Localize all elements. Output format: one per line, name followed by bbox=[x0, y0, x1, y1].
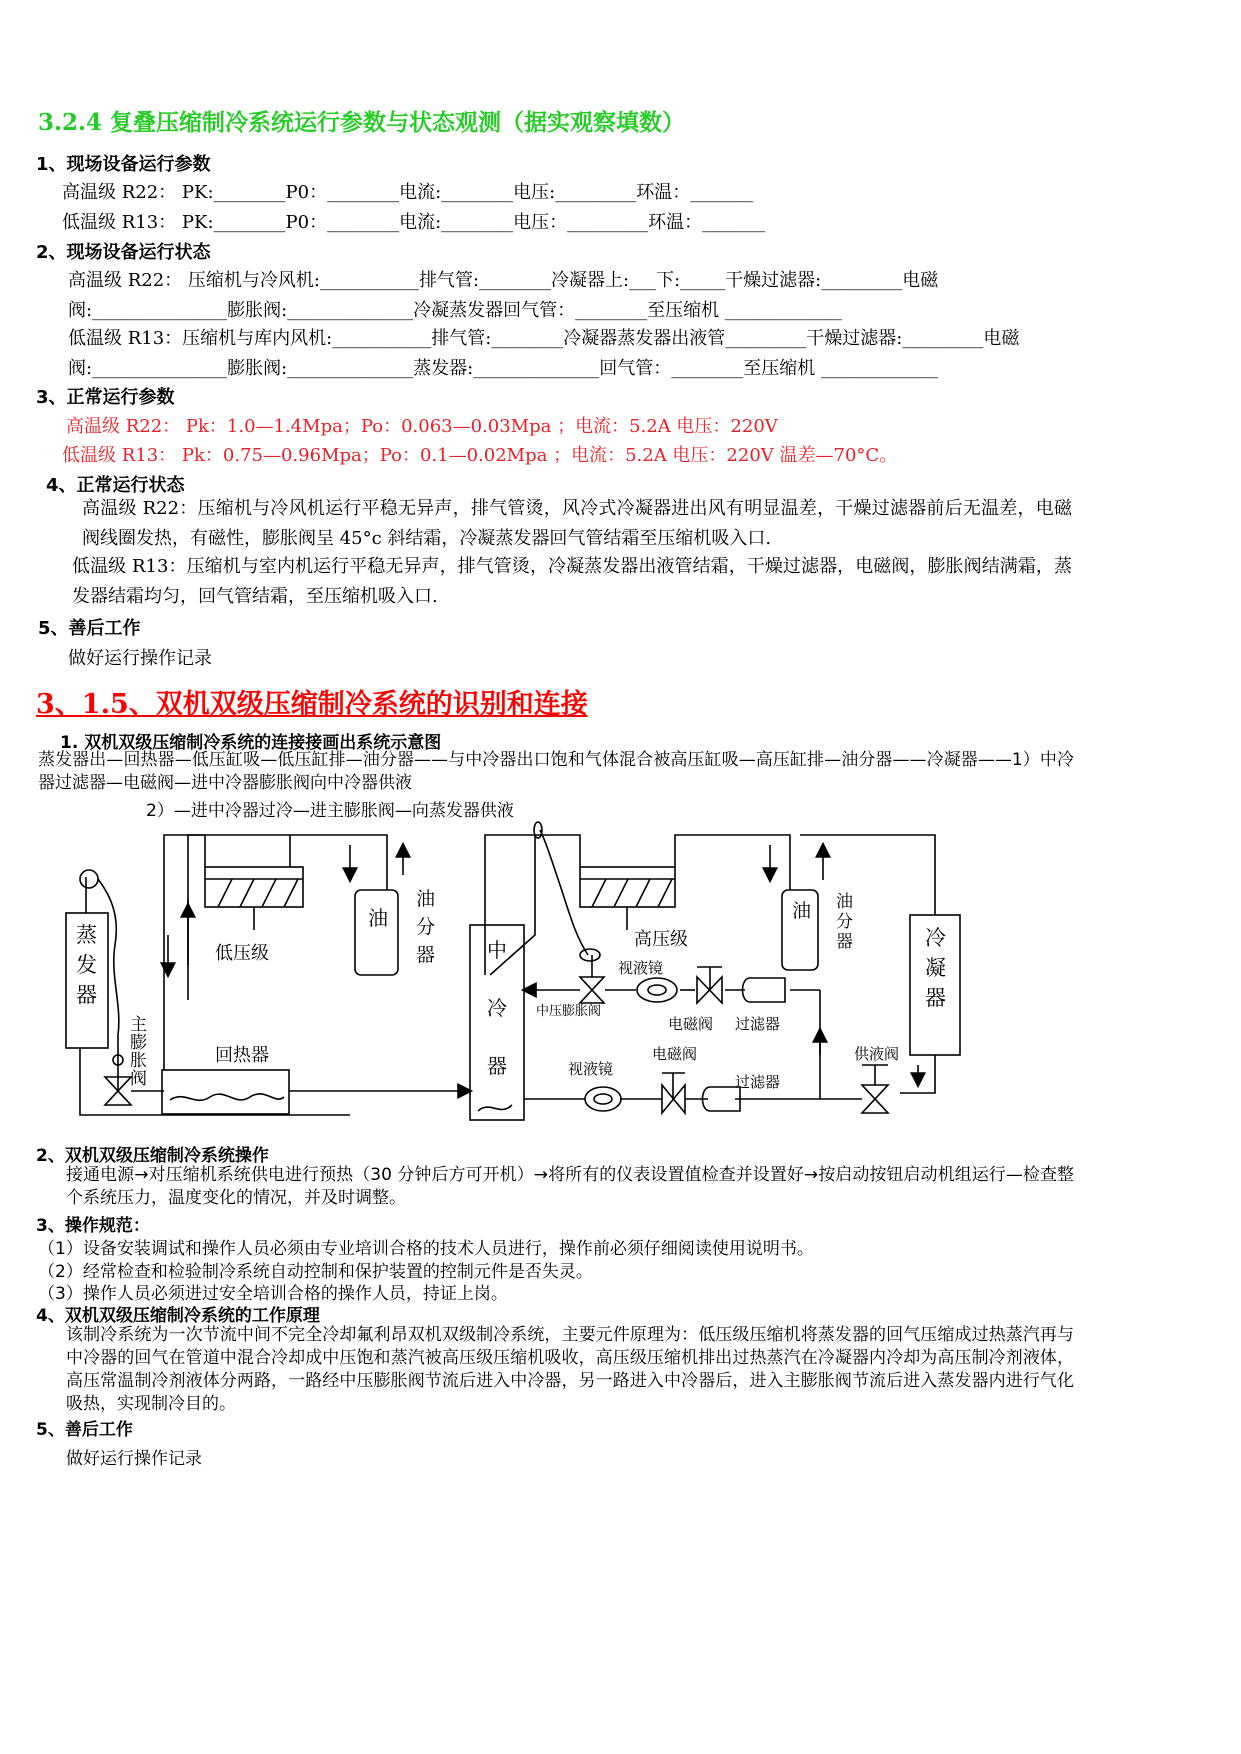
rule-3: （3）操作人员必须进过安全培训合格的操作人员，持证上岗。 bbox=[38, 1284, 508, 1304]
condenser-label-3: 器 bbox=[925, 986, 946, 1010]
item-5-title: 5、善后工作 bbox=[38, 618, 141, 639]
s315-item-5-text: 做好运行操作记录 bbox=[66, 1449, 202, 1469]
state-line-1: 高温级 R22： 压缩机与冷风机:___________排气管:________冷凝器上:___下:_____干燥过滤器:_________电磁 bbox=[68, 270, 939, 291]
supply-valve-label: 供液阀 bbox=[854, 1045, 900, 1063]
main-valve-label-3: 胀 bbox=[130, 1051, 147, 1071]
flow-text-2: 2）—进中冷器过冷—进主膨胀阀—向蒸发器供液 bbox=[146, 801, 514, 821]
oil-sep-right-3: 器 bbox=[836, 932, 853, 952]
item-4-title: 4、正常运行状态 bbox=[46, 475, 185, 496]
rule-2: （2）经常检查和检验制冷系统自动控制和保护装置的控制元件是否失灵。 bbox=[38, 1262, 593, 1282]
item-2-title: 2、现场设备运行状态 bbox=[36, 242, 211, 263]
operation-text: 接通电源→对压缩机系统供电进行预热（30 分钟后方可开机）→将所有的仪表设置值检查并设置好→按启动按钮启动机组运行—检查整个系统压力，温度变化的情况，并及时调整。 bbox=[66, 1165, 1074, 1208]
high-stage-label: 高压级 bbox=[634, 929, 688, 950]
regenerator-label: 回热器 bbox=[215, 1045, 269, 1066]
item-1-title: 1、现场设备运行参数 bbox=[36, 154, 211, 175]
r22-params-line: 高温级 R22： PK:________P0：________电流:________电压:_________环温：_______ bbox=[62, 182, 754, 203]
normal-params-r13: 低温级 R13： Pk：0.75—0.96Mpa；Po：0.1—0.02Mpa ；电流：5.2A 电压：220V 温差—70°C。 bbox=[62, 445, 898, 466]
sight-glass-label: 视液镜 bbox=[618, 959, 664, 977]
main-valve-label-4: 阀 bbox=[130, 1069, 147, 1089]
item-5-text: 做好运行操作记录 bbox=[68, 648, 212, 669]
state-line-2: 阀:_______________膨胀阀:______________冷凝蒸发器回气管：________至压缩机 _____________ bbox=[68, 300, 842, 321]
oil-sep-right-2: 分 bbox=[836, 912, 853, 932]
normal-state-r13: 低温级 R13：压缩机与室内机运行平稳无异声，排气管烫，冷凝蒸发器出液管结霜，干燥过滤器，电磁阀，膨胀阀结满霜，蒸发器结霜均匀，回气管结霜，至压缩机吸入口. bbox=[72, 556, 1072, 607]
intercooler-label-2: 冷 bbox=[487, 996, 507, 1020]
s315-item-5-title: 5、善后工作 bbox=[36, 1420, 133, 1440]
state-line-3: 低温级 R13：压缩机与库内风机:___________排气管:________冷凝器蒸发器出液管_________干燥过滤器:_________电磁 bbox=[68, 328, 1020, 349]
filter-label: 过滤器 bbox=[735, 1015, 781, 1033]
oil-left-label: 油 bbox=[368, 906, 388, 930]
oil-sep-right-1: 油 bbox=[836, 892, 853, 912]
s315-item-3-title: 3、操作规范： bbox=[36, 1216, 150, 1236]
evaporator-label-1: 蒸 bbox=[76, 923, 97, 947]
normal-state-r22: 高温级 R22：压缩机与冷风机运行平稳无异声，排气管烫，风冷式冷凝器进出风有明显温差，干燥过滤器前后无温差，电磁阀线圈发热，有磁性，膨胀阀呈 45°c 斜结霜，冷凝蒸发器回气管结霜至压缩机吸入口. bbox=[82, 498, 1072, 549]
normal-params-r22: 高温级 R22： Pk：1.0—1.4Mpa；Po：0.063—0.03Mpa ；电流：5.2A 电压：220V bbox=[66, 416, 778, 437]
condenser-label-1: 冷 bbox=[925, 926, 946, 950]
system-diagram bbox=[0, 815, 1000, 1125]
item-3-title: 3、正常运行参数 bbox=[36, 387, 175, 408]
oil-sep-left-1: 油 bbox=[416, 888, 436, 910]
solenoid-label: 电磁阀 bbox=[668, 1015, 714, 1033]
main-valve-label-1: 主 bbox=[130, 1015, 147, 1035]
filter2-label: 过滤器 bbox=[735, 1073, 781, 1091]
oil-sep-left-2: 分 bbox=[416, 916, 436, 938]
s315-item-2-title: 2、双机双级压缩制冷系统操作 bbox=[36, 1146, 269, 1166]
state-line-4: 阀:_______________膨胀阀:______________蒸发器:______________回气管：________至压缩机 _____________ bbox=[68, 358, 938, 379]
principle-text: 该制冷系统为一次节流中间不完全冷却氟利昂双机双级制冷系统，主要元件原理为：低压级压缩机将蒸发器的回气压缩成过热蒸汽再与中冷器的回气在管道中混合冷却成中压饱和蒸汽被高压级压缩机吸收，高压级压缩机排出过热蒸汽在冷凝器内冷却为高压制冷剂液体，高压常温制冷剂液体分两路，一路经中压膨胀阀节流后进入中冷器，另一路进入中冷器后，进入主膨胀阀节流后进入蒸发器内进行气化吸热，实现制冷目的。 bbox=[66, 1325, 1074, 1414]
low-stage-label: 低压级 bbox=[215, 943, 269, 964]
solenoid2-label: 电磁阀 bbox=[652, 1045, 698, 1063]
r13-params-line: 低温级 R13： PK:________P0：________电流:________电压：_________环温：_______ bbox=[62, 212, 766, 233]
section-title-315: 3、1.5、双机双级压缩制冷系统的识别和连接 bbox=[36, 689, 588, 720]
oil-right-label: 油 bbox=[792, 900, 812, 922]
condenser-label-2: 凝 bbox=[925, 956, 946, 980]
s315-item-4-title: 4、双机双级压缩制冷系统的工作原理 bbox=[36, 1306, 320, 1326]
flow-text: 蒸发器出—回热器—低压缸吸—低压缸排—油分器——与中冷器出口饱和气体混合被高压缸吸—高压缸排—油分器——冷凝器——1）中冷器过滤器—电磁阀—进中冷器膨胀阀向中冷器供液 bbox=[38, 750, 1074, 793]
oil-sep-left-3: 器 bbox=[416, 944, 436, 966]
mid-valve-label: 中压膨胀阀 bbox=[536, 1004, 602, 1019]
intercooler-label-3: 器 bbox=[487, 1054, 507, 1078]
intercooler-label-1: 中 bbox=[487, 938, 507, 962]
sight-glass2-label: 视液镜 bbox=[568, 1060, 614, 1078]
evaporator-label-2: 发 bbox=[76, 953, 97, 977]
section-title-324: 3.2.4 复叠压缩制冷系统运行参数与状态观测（据实观察填数） bbox=[38, 109, 686, 136]
s315-item-1-title: 1. 双机双级压缩制冷系统的连接接画出系统示意图 bbox=[60, 733, 442, 753]
rule-1: （1）设备安装调试和操作人员必须由专业培训合格的技术人员进行，操作前必须仔细阅读使用说明书。 bbox=[38, 1239, 814, 1259]
evaporator-label-3: 器 bbox=[76, 983, 97, 1007]
main-valve-label-2: 膨 bbox=[130, 1033, 147, 1053]
